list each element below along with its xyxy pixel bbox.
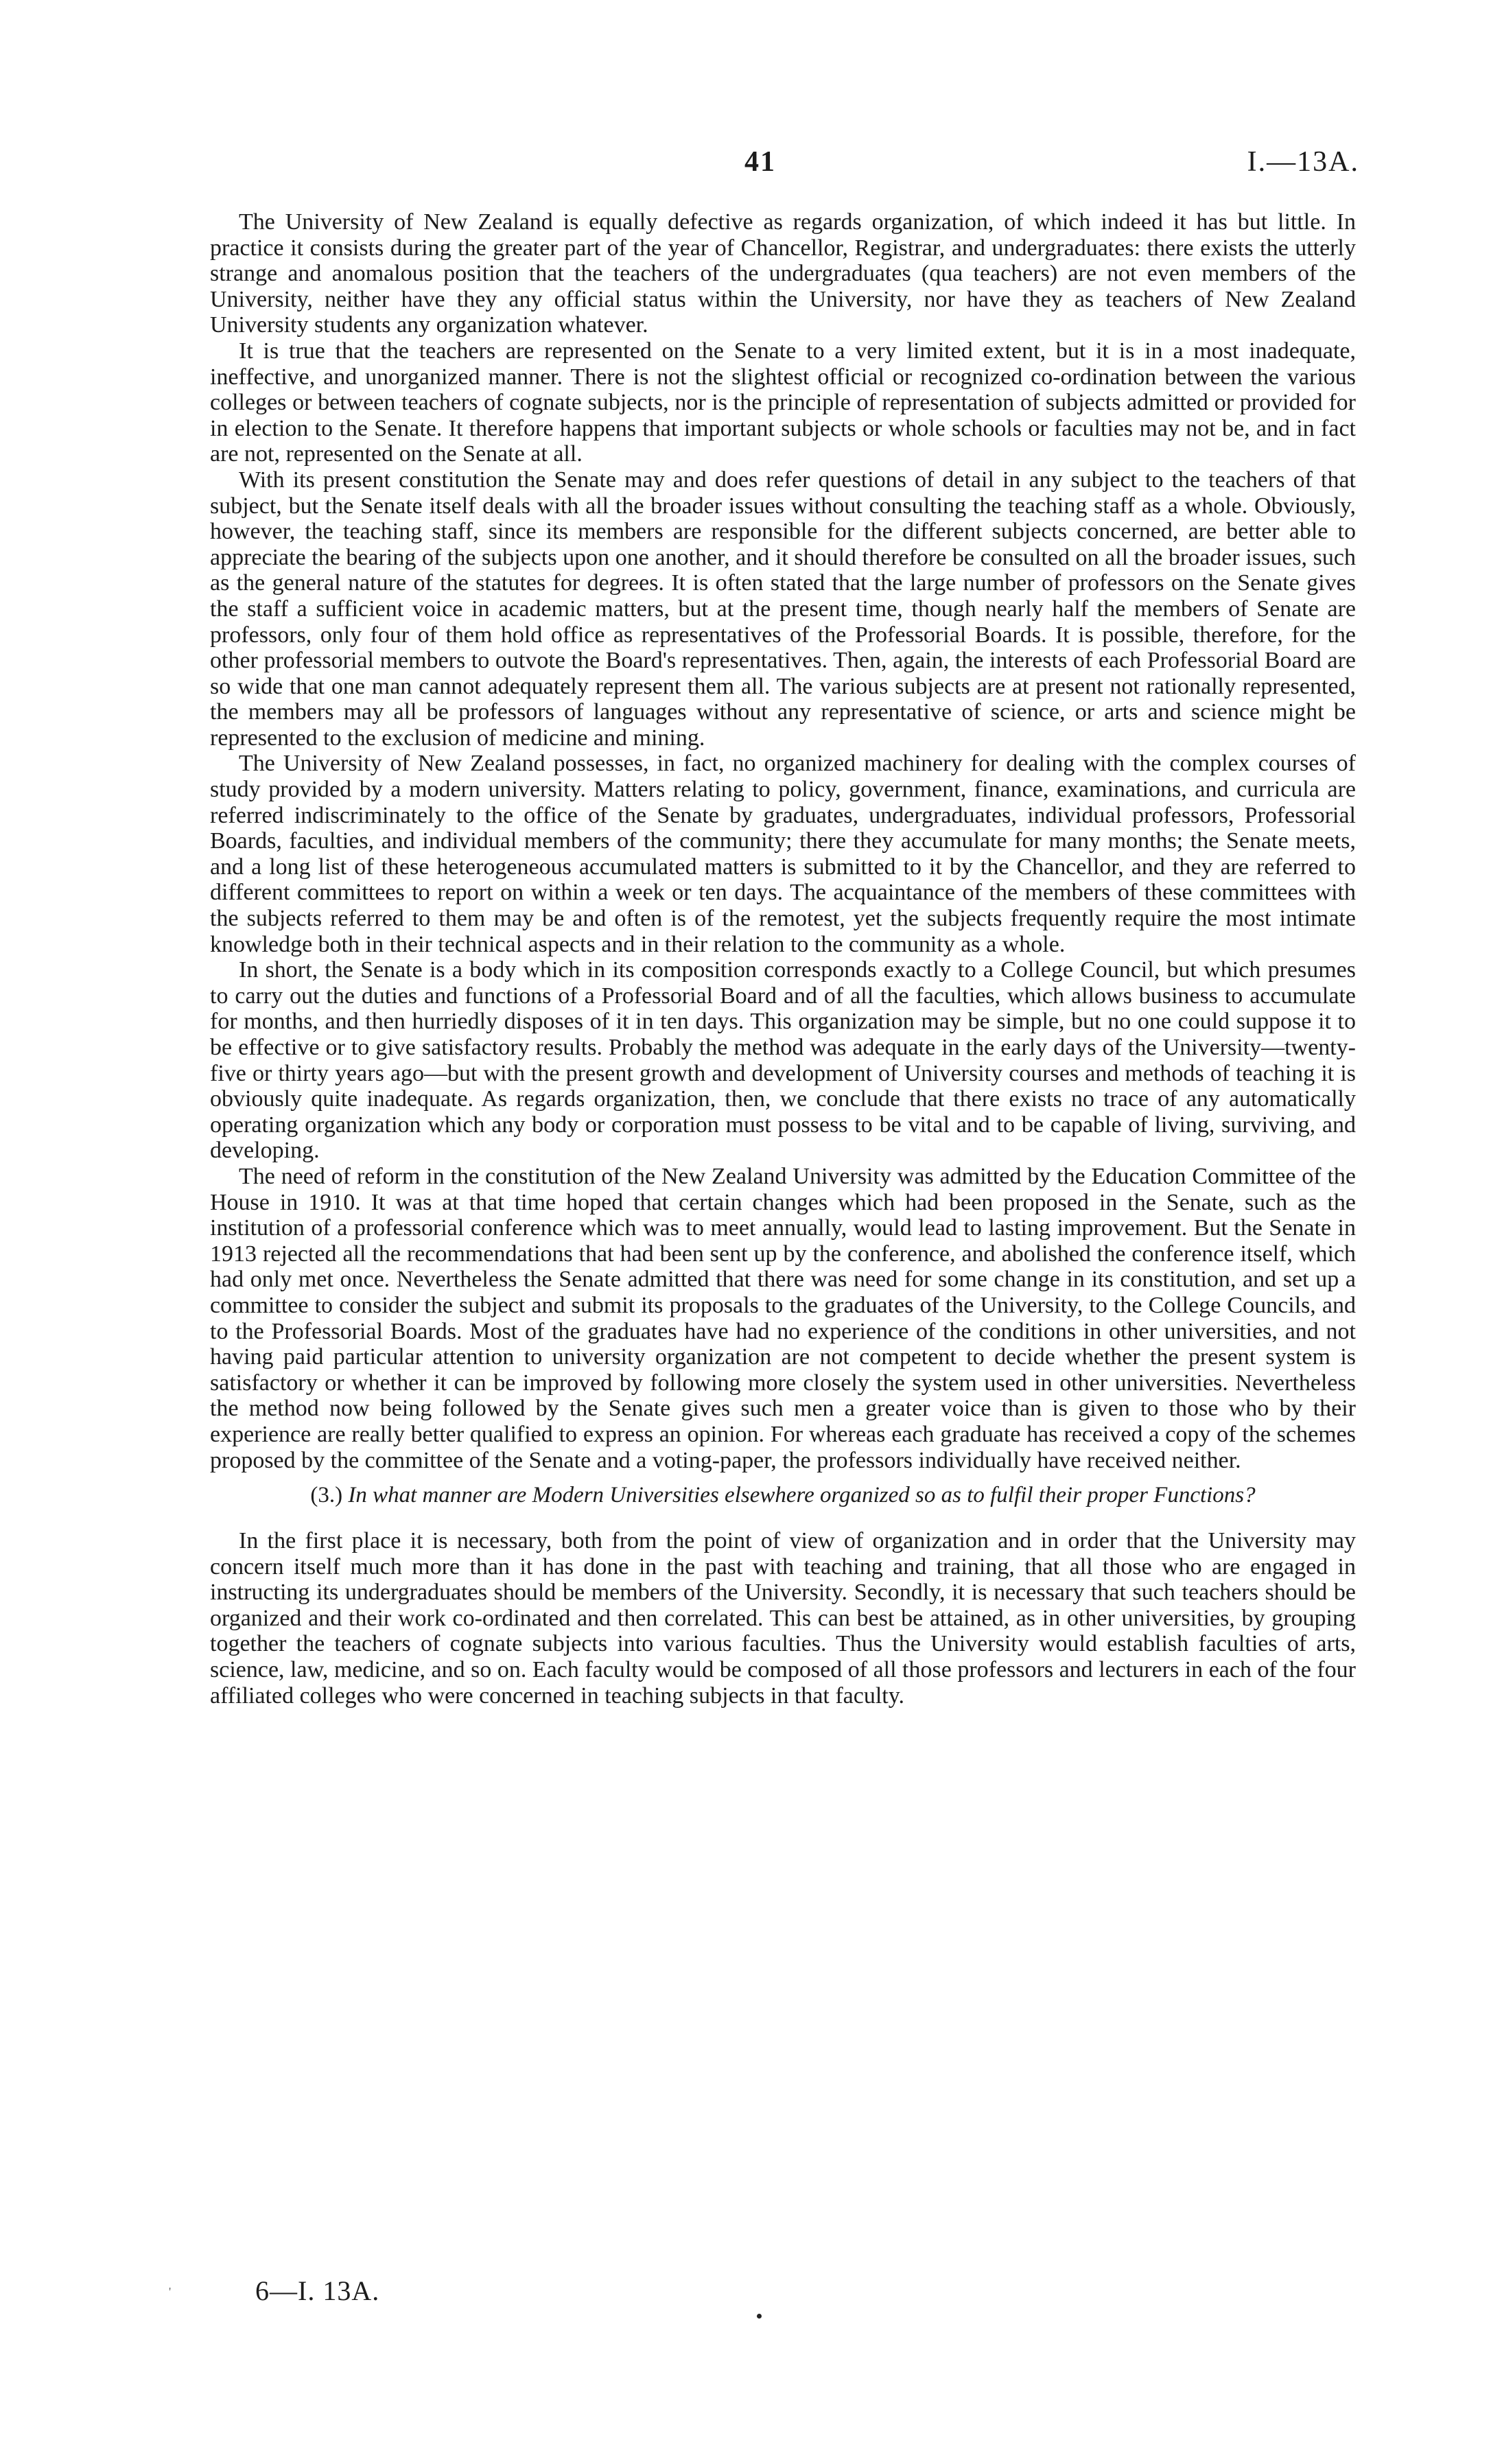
paragraph-senate-in-short: In short, the Senate is a body which in its composition corresponds exactly to a College Council, but which presumes to carry out the duties and functions of a Professorial Board and of all the faculties, which allows business to accumulate for months, and then hurriedly disposes of it in ten days. This organization may be simple, but no one could suppose it to be effective or to give satisfactory results. Probably the method was adequate in the early days of the University—twenty-five or thirty years ago—but with the present growth and development of University courses and methods of teaching it is obviously quite inadequate. As regards organization, then, we conclude that there exists no trace of any automatically operating organization which any body or corporation must possess to be vital and to be capable of living, surviving, and developing. (210, 957, 1356, 1164)
paragraph-faculty-grouping: In the first place it is necessary, both from the point of view of organization and in order that the University may concern itself much more than it has done in the past with teaching and training, that all those who are engaged in instructing its undergraduates should be members of the University. Secondly, it is necessary that such teachers should be organized and their work co-ordinated and then correlated. This can best be attained, as in other universities, by grouping together the teachers of cognate subjects into various faculties. Thus the University would establish faculties of arts, science, law, medicine, and so on. Each faculty would be composed of all those professors and lecturers in each of the four affiliated colleges who were concerned in teaching subjects in that faculty. (210, 1528, 1356, 1709)
section-heading (210, 1483, 1356, 1507)
paragraph-no-organized-machinery: The University of New Zealand possesses, in fact, no organized machinery for dealing with the complex courses of study provided by a modern university. Matters relating to policy, government, finance, examinations, and curricula are referred indiscriminately to the office of the Senate by graduates, undergraduates, individual professors, Professorial Boards, faculties, and individual members of the community; there they accumulate for many months; the Senate meets, and a long list of these heterogeneous accumulated matters is submitted to it by the Chancellor, and they are referred to different committees to report on within a week or ten days. The acquaintance of the members of these committees with the subjects referred to them may be and often is of the remotest, yet the subjects frequently require the most intimate knowledge both in their technical aspects and in their relation to the community as a whole. (210, 751, 1356, 957)
section-number: (3.) (310, 1483, 343, 1508)
print-dot (757, 2314, 762, 2319)
footer-sheet-reference: 6—I. 13A. (255, 2275, 380, 2306)
page-number: 41 (744, 146, 776, 178)
margin-mark: ' (169, 2285, 172, 2299)
paragraph-organization-defects: The University of New Zealand is equally defective as regards organization, of which indeed it has but little. In practice it consists during the greater part of the year of Chancellor, Registrar, and undergraduates: there exists the utterly strange and anomalous position that the teachers of the undergraduates (qua teachers) are not even members of the University, neither have they any official status within the University, nor have they as teachers of New Zealand University students any organization whatever. (210, 209, 1356, 338)
paragraph-senate-constitution: With its present constitution the Senate may and does refer questions of detail in any subject to the teachers of that subject, but the Senate itself deals with all the broader issues without consulting the teaching staff as a whole. Obviously, however, the teaching staff, since its members are responsible for the different subjects concerned, are better able to appreciate the bearing of the subjects upon one another, and it should therefore be consulted on all the broader issues, such as the general nature of the statutes for degrees. It is often stated that the large number of professors on the Senate gives the staff a sufficient voice in academic matters, but at the present time, though nearly half the members of Senate are professors, only four of them hold office as representatives of the Professorial Boards. It is possible, therefore, for the other professorial members to outvote the Board's representatives. Then, again, the interests of each Professorial Board are so wide that one man cannot adequately represent them all. The various subjects are at present not rationally represented, the members may all be professors of languages without any representative of science, or arts and science might be represented to the exclusion of medicine and mining. (210, 467, 1356, 751)
page-header (0, 145, 1491, 187)
body-text (210, 209, 1356, 1709)
paragraph-teacher-representation: It is true that the teachers are represented on the Senate to a very limited extent, but it is in a most inadequate, ineffective, and unorganized manner. There is not the slightest official or recognized co-ordination between the various colleges or between teachers of cognate subjects, nor is the principle of representation of subjects admitted or provided for in election to the Senate. It therefore happens that important subjects or whole schools or faculties may not be, and in fact are not, represented on the Senate at all. (210, 338, 1356, 467)
paper-reference: I.—13A. (1247, 146, 1359, 178)
paragraph-need-of-reform: The need of reform in the constitution of the New Zealand University was admitted by the Education Committee of the House in 1910. It was at that time hoped that certain changes which had been proposed in the Senate, such as the institution of a professorial conference which was to meet annually, would lead to lasting improvement. But the Senate in 1913 rejected all the recommendations that had been sent up by the conference, and abolished the conference itself, which had only met once. Nevertheless the Senate admitted that there was need for some change in its constitution, and set up a committee to consider the subject and submit its proposals to the graduates of the University, to the College Councils, and to the Professorial Boards. Most of the graduates have had no experience of the conditions in other universities, and not having paid particular attention to university organization are not competent to decide whether the present system is satisfactory or whether it can be improved by following more closely the system used in other universities. Nevertheless the method now being followed by the Senate gives such men a greater voice than is given to those who by their experience are really better qualified to express an opinion. For whereas each graduate has received a copy of the schemes proposed by the committee of the Senate and a voting-paper, the professors individually have received neither. (210, 1163, 1356, 1473)
section-title: In what manner are Modern Universities elsewhere organized so as to fulfil their proper Functions? (348, 1483, 1256, 1508)
